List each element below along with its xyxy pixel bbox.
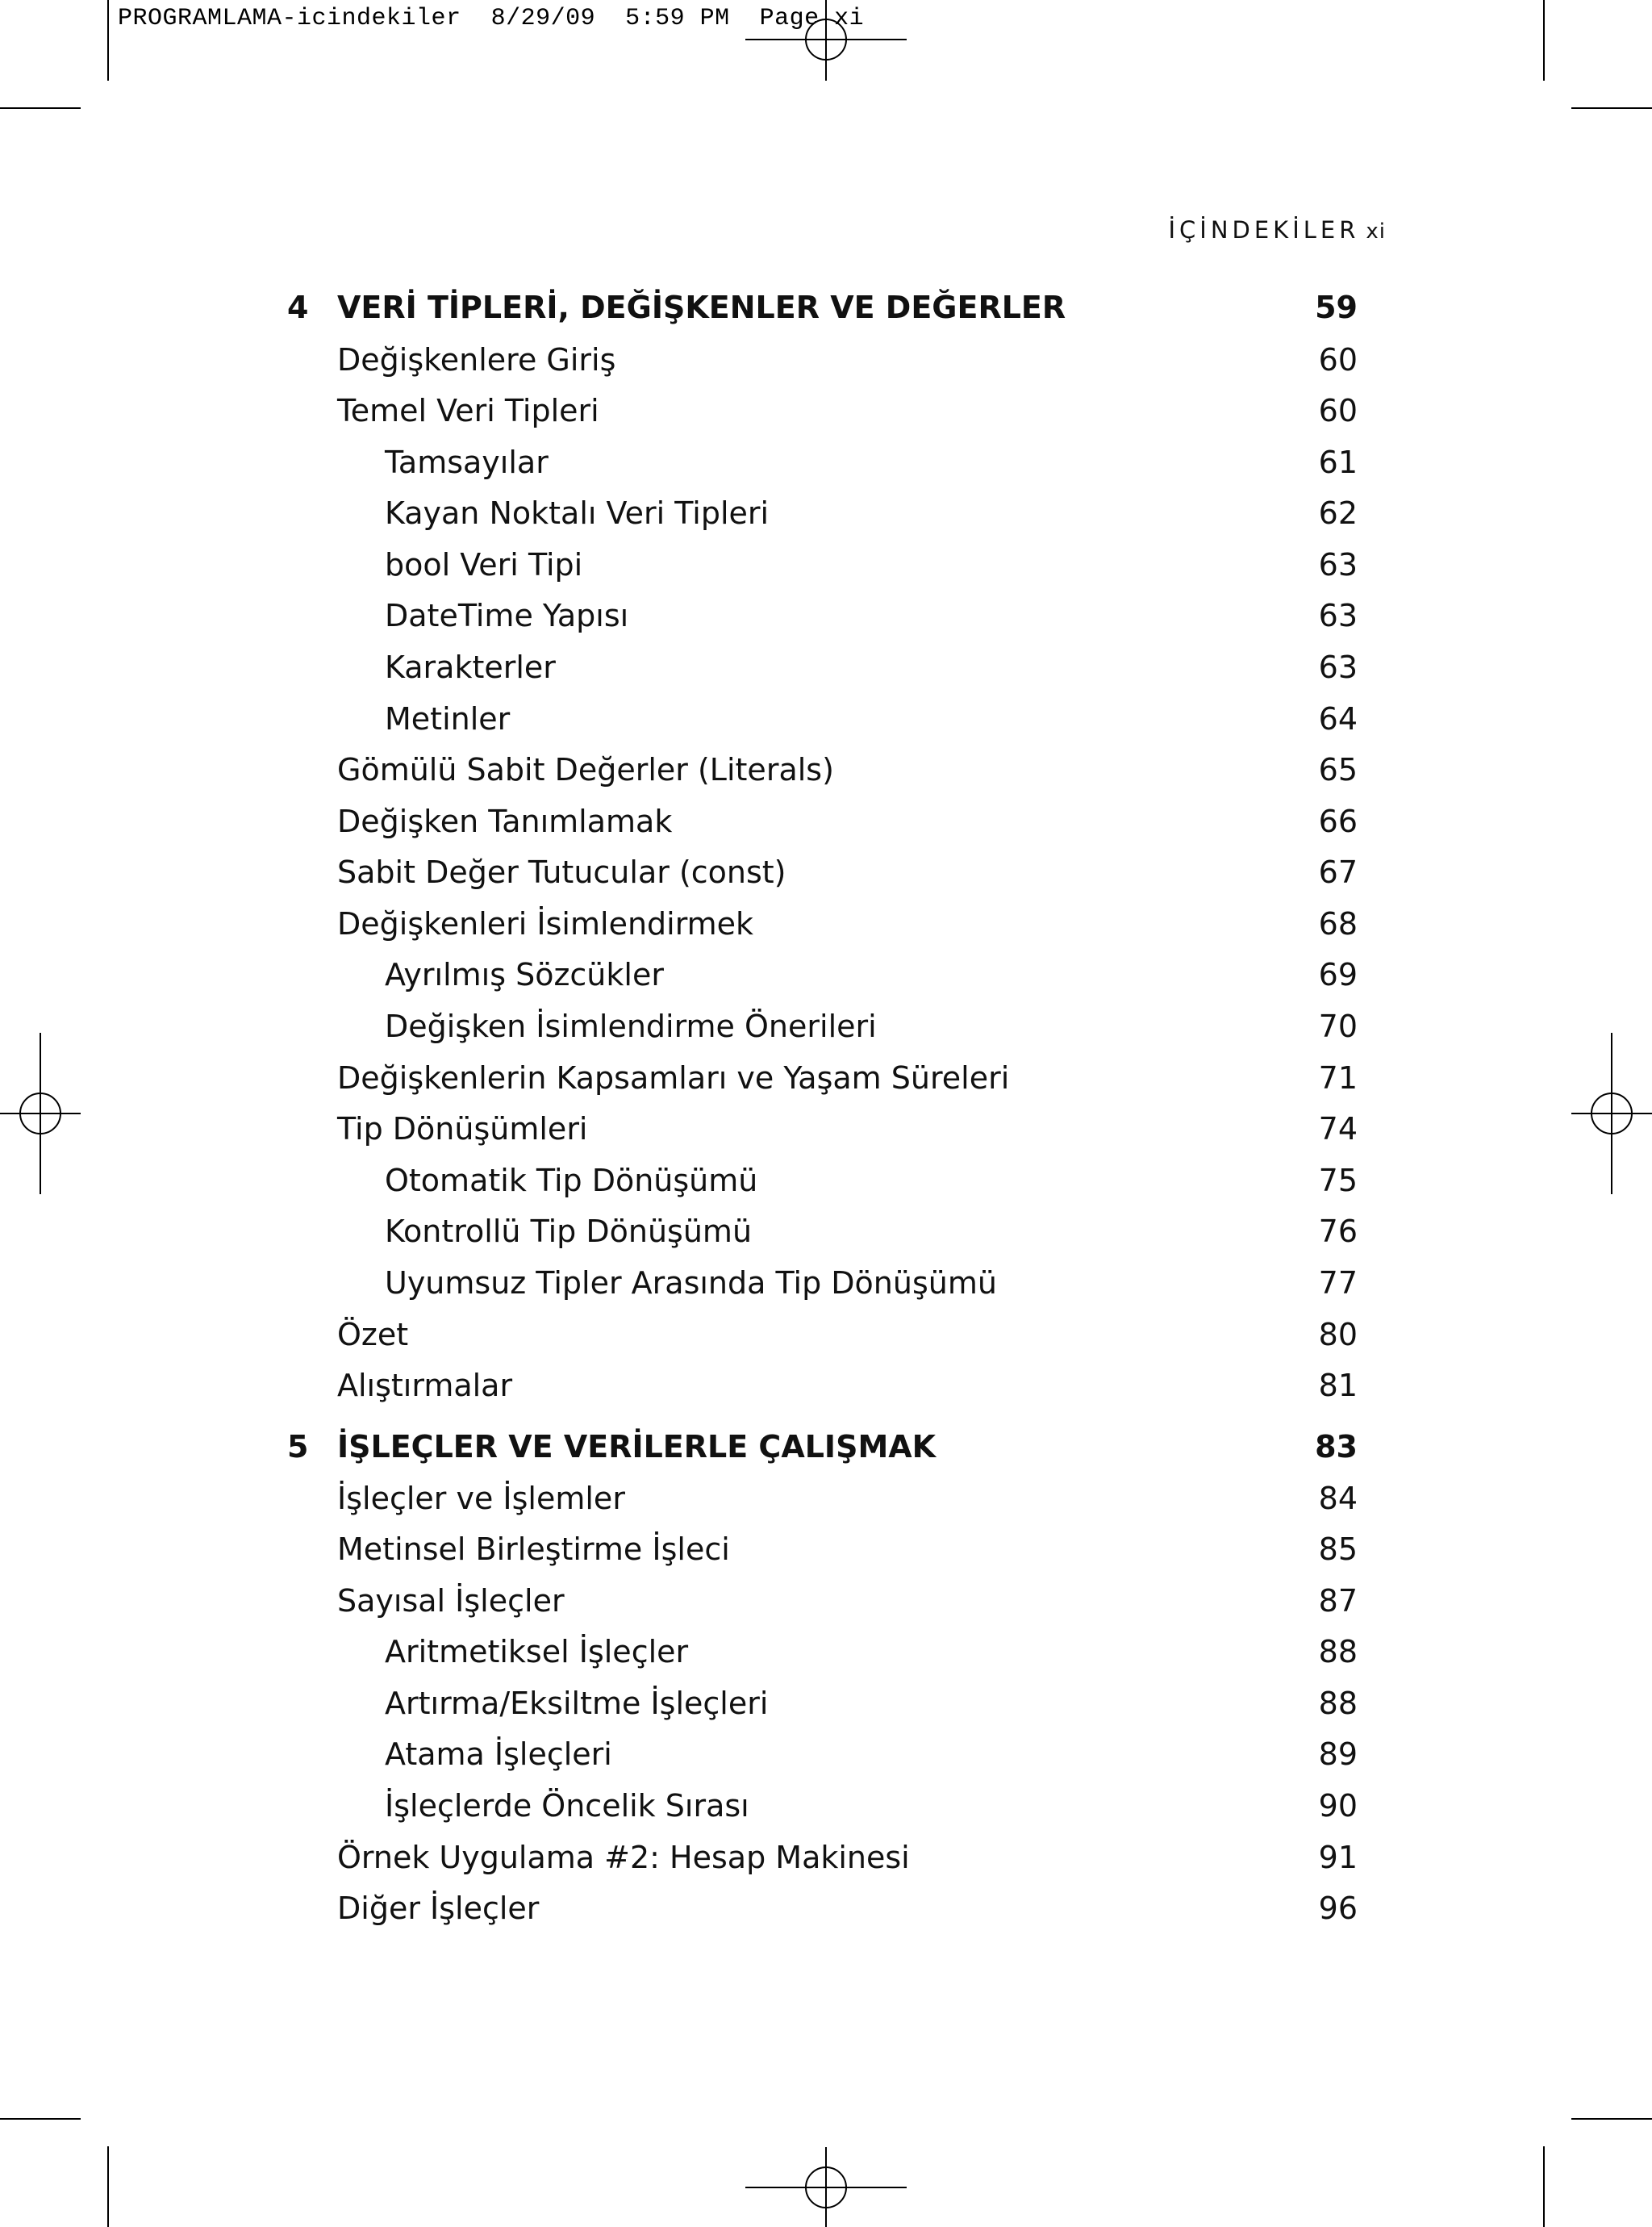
subsection-title: Artırma/Eksiltme İşleçleri [385,1686,769,1721]
registration-mark-bottom [745,2147,907,2227]
subsection-page-number: 63 [1318,650,1358,685]
chapter-title: VERİ TİPLERİ, DEĞİŞKENLER VE DEĞERLER [337,290,1066,325]
chapter-number: 4 [287,290,309,325]
subsection-page-number: 88 [1318,1634,1358,1669]
section-title: Temel Veri Tipleri [337,393,599,428]
subsection-title: İşleçlerde Öncelik Sırası [385,1788,749,1824]
section-title: Değişkenleri İsimlendirmek [337,906,754,942]
subsection-title: Kontrollü Tip Dönüşümü [385,1214,753,1249]
running-head-page-number: xi [1366,219,1386,244]
subsection-page-number: 75 [1318,1163,1358,1198]
section-title: İşleçler ve İşlemler [337,1481,625,1516]
subsection-title: Kayan Noktalı Veri Tipleri [385,495,770,531]
section-page-number: 85 [1318,1531,1358,1567]
subsection-title: Uyumsuz Tipler Arasında Tip Dönüşümü [385,1265,997,1301]
section-title: Sayısal İşleçler [337,1583,565,1619]
section-title: Değişken Tanımlamak [337,804,673,839]
section-page-number: 68 [1318,906,1358,942]
subsection-page-number: 70 [1318,1009,1358,1044]
chapter-number: 5 [287,1429,309,1464]
section-page-number: 81 [1318,1368,1358,1403]
subsection-title: Aritmetiksel İşleçler [385,1634,689,1669]
section-title: Tip Dönüşümleri [337,1111,588,1147]
subsection-page-number: 88 [1318,1686,1358,1721]
section-page-number: 74 [1318,1111,1358,1147]
section-title: Gömülü Sabit Değerler (Literals) [337,752,834,788]
section-page-number: 66 [1318,804,1358,839]
subsection-title: Metinler [385,701,511,737]
section-page-number: 60 [1318,393,1358,428]
subsection-title: Ayrılmış Sözcükler [385,957,664,992]
subsection-page-number: 69 [1318,957,1358,992]
subsection-page-number: 90 [1318,1788,1358,1824]
subsection-page-number: 76 [1318,1214,1358,1249]
section-title: Değişkenlere Giriş [337,342,616,378]
chapter-page-number: 59 [1315,290,1358,325]
section-page-number: 84 [1318,1481,1358,1516]
subsection-page-number: 64 [1318,701,1358,737]
subsection-title: DateTime Yapısı [385,598,629,633]
section-page-number: 67 [1318,854,1358,890]
section-title: Özet [337,1317,409,1352]
registration-mark-right [1571,1033,1652,1194]
subsection-page-number: 62 [1318,495,1358,531]
section-page-number: 65 [1318,752,1358,788]
section-page-number: 80 [1318,1317,1358,1352]
section-title: Değişkenlerin Kapsamları ve Yaşam Süreleri [337,1060,1010,1096]
section-page-number: 91 [1318,1840,1358,1875]
section-title: Metinsel Birleştirme İşleci [337,1531,730,1567]
section-page-number: 60 [1318,342,1358,378]
section-page-number: 87 [1318,1583,1358,1619]
subsection-title: Otomatik Tip Dönüşümü [385,1163,758,1198]
section-title: Sabit Değer Tutucular (const) [337,854,786,890]
chapter-page-number: 83 [1315,1429,1358,1464]
section-title: Örnek Uygulama #2: Hesap Makinesi [337,1840,910,1875]
subsection-page-number: 77 [1318,1265,1358,1301]
section-title: Alıştırmalar [337,1368,513,1403]
subsection-page-number: 63 [1318,547,1358,583]
subsection-title: Karakterler [385,650,556,685]
registration-mark-left [0,1033,81,1194]
subsection-title: bool Veri Tipi [385,547,583,583]
subsection-title: Değişken İsimlendirme Önerileri [385,1009,877,1044]
subsection-title: Atama İşleçleri [385,1736,612,1772]
section-page-number: 71 [1318,1060,1358,1096]
subsection-page-number: 89 [1318,1736,1358,1772]
section-title: Diğer İşleçler [337,1891,540,1926]
subsection-title: Tamsayılar [385,445,549,480]
running-head-title: İÇİNDEKİLER [1168,216,1360,244]
section-page-number: 96 [1318,1891,1358,1926]
subsection-page-number: 63 [1318,598,1358,633]
registration-mark-top [745,0,907,81]
print-slug-line: PROGRAMLAMA-icindekiler 8/29/09 5:59 PM Page xi [118,5,865,32]
chapter-title: İŞLEÇLER VE VERİLERLE ÇALIŞMAK [337,1429,937,1464]
subsection-page-number: 61 [1318,445,1358,480]
